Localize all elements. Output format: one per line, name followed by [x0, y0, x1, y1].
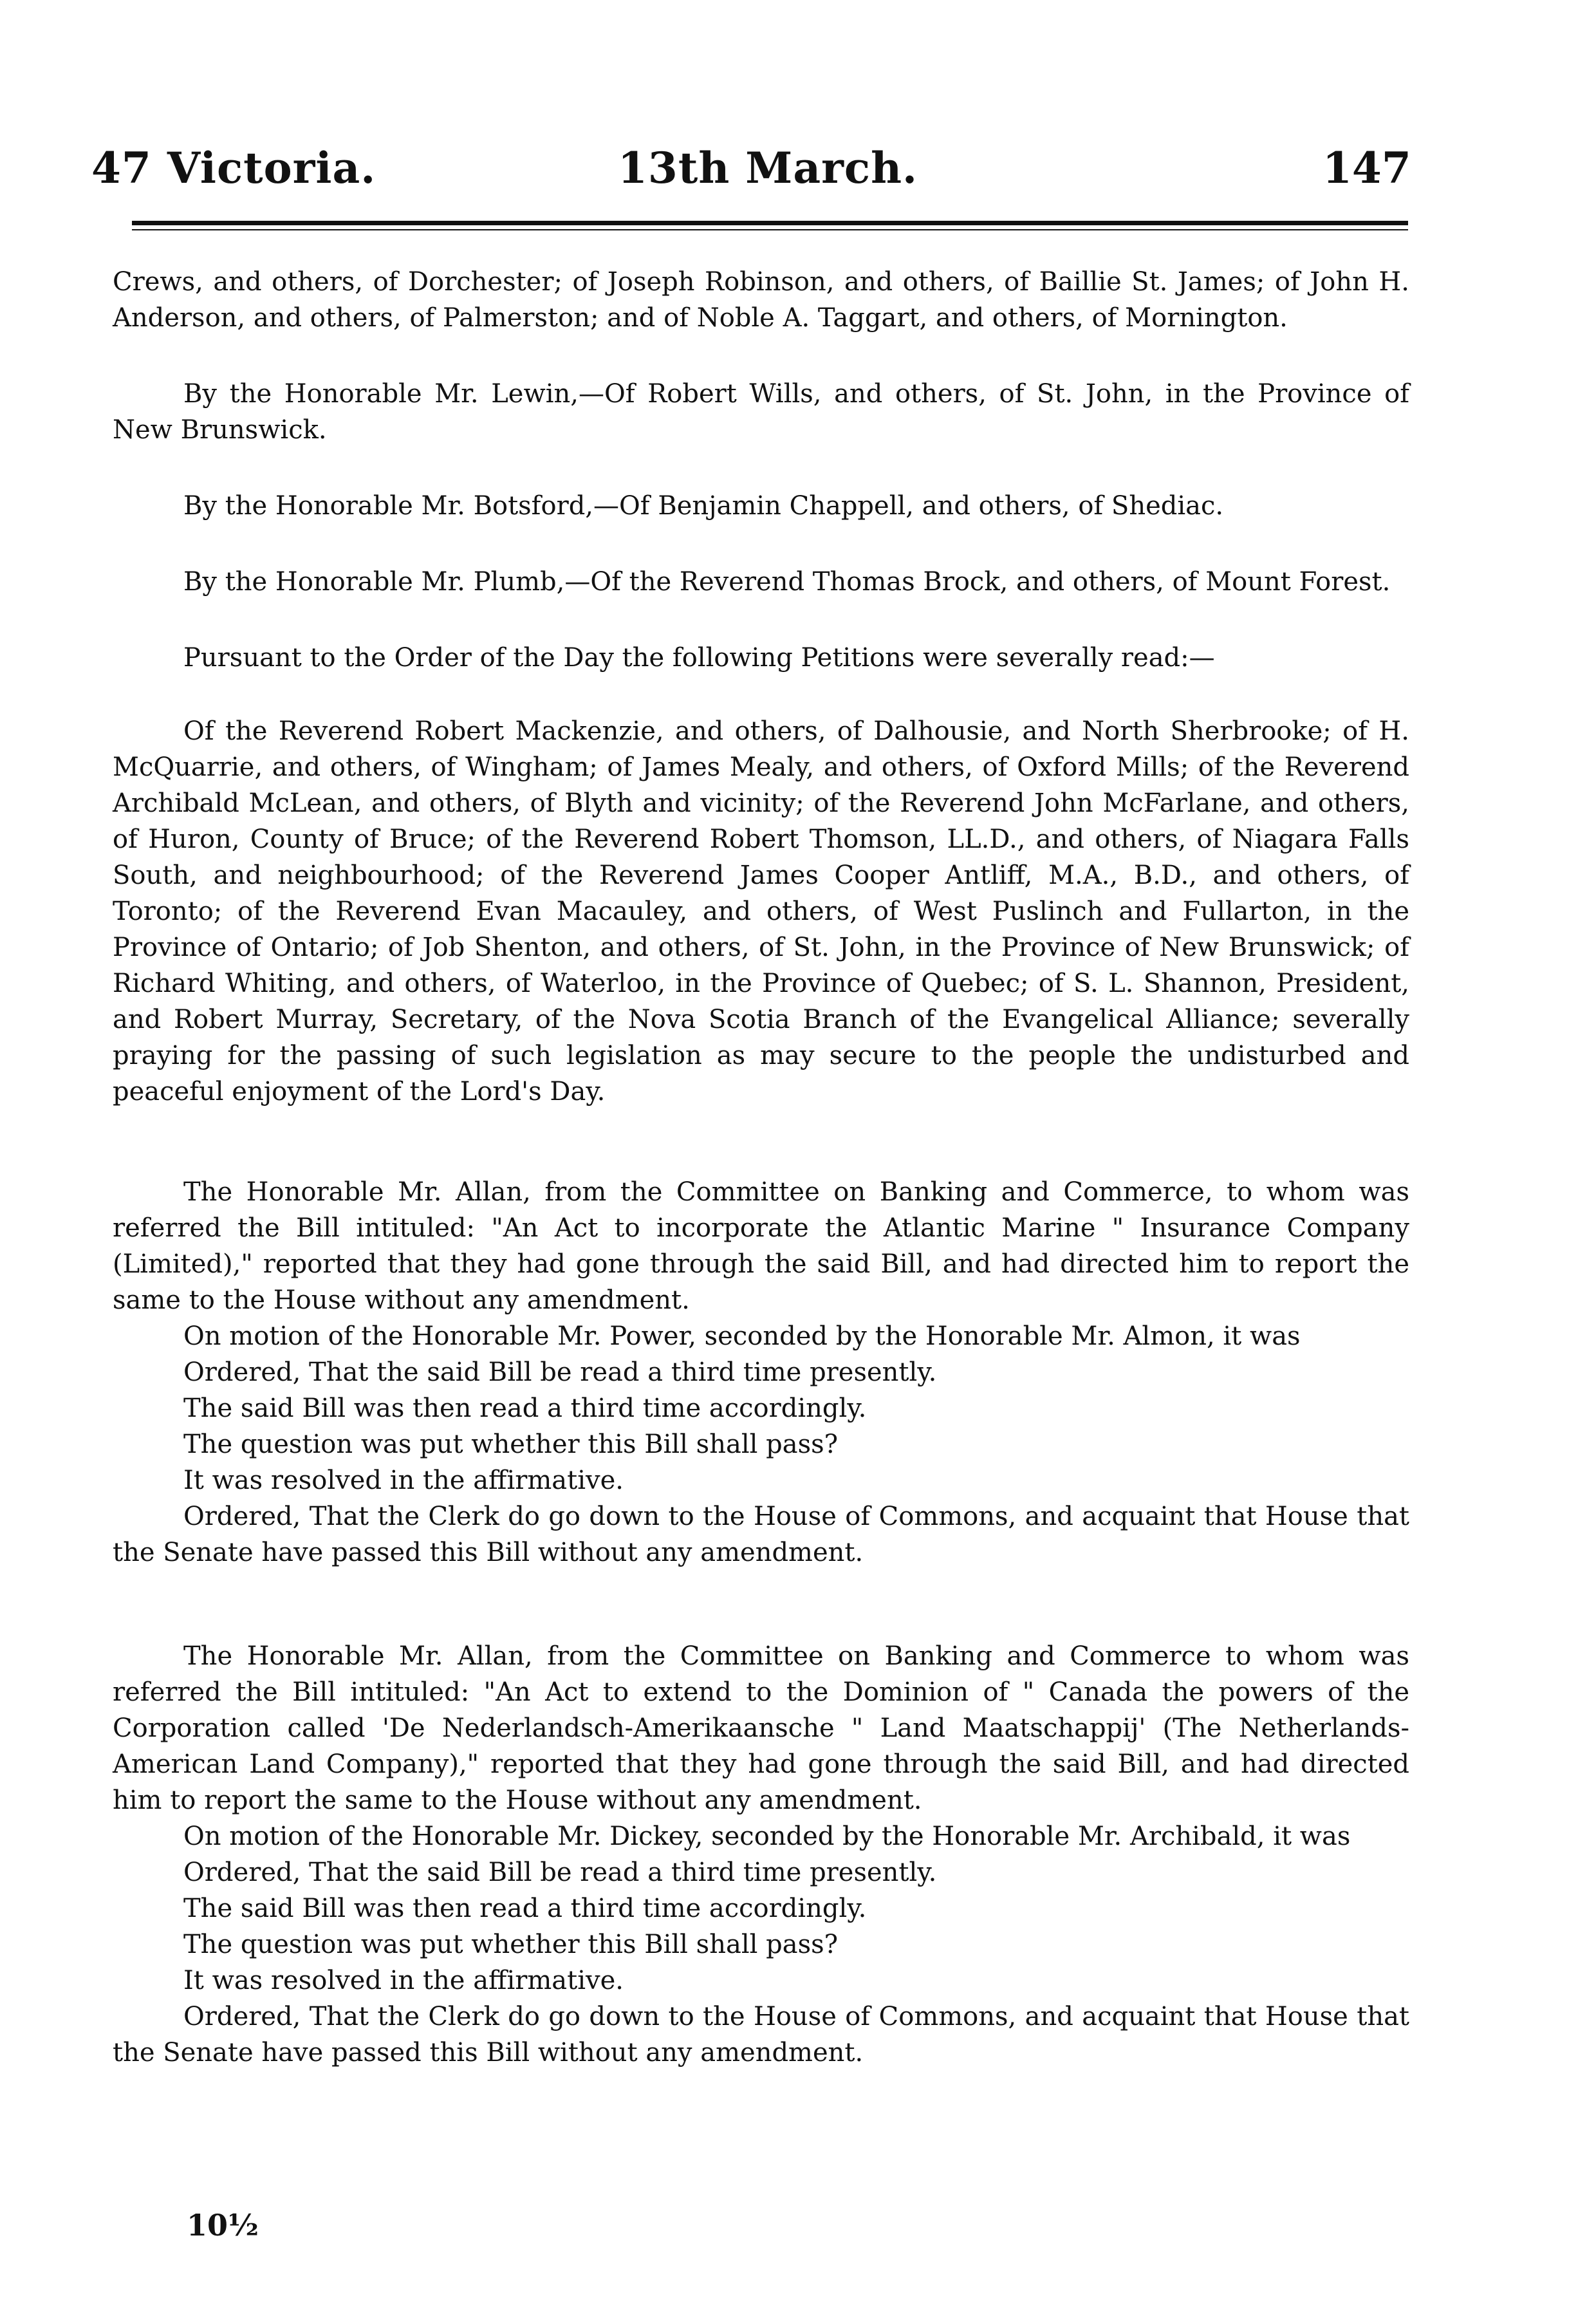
petitions-read-intro: Pursuant to the Order of the Day the following Petitions were severally read:—	[183, 643, 1215, 673]
atlantic-bill-ordered: Ordered, That the said Bill be read a third time presently.	[183, 1358, 937, 1387]
session-label: 47 Victoria.	[91, 143, 376, 193]
dominion-bill-question: The question was put whether this Bill shall pass?	[183, 1930, 839, 1959]
signature-mark: 10½	[187, 2208, 259, 2243]
petition-lewin: By the Honorable Mr. Lewin,—Of Robert Wills, and others, of St. John, in the Province of New Brunswick.	[113, 379, 1409, 445]
dominion-bill-report: The Honorable Mr. Allan, from the Committee on Banking and Commerce to whom was referred the Bill intituled: "An Act to extend to the Dominion of " Canada the powers of the Corporation called 'De Nederlandsch-Amerikaansche " Land Maatschappij' (The Netherlands-American Land Company)," reported that they had gone through the said Bill, and had directed him to report the same to the House without any amendment.	[113, 1641, 1409, 1815]
running-head	[0, 143, 1596, 201]
petition-plumb: By the Honorable Mr. Plumb,—Of the Reverend Thomas Brock, and others, of Mount Forest.	[183, 567, 1391, 597]
petitions-continued: Crews, and others, of Dorchester; of Joseph Robinson, and others, of Baillie St. James; of John H. Anderson, and others, of Palmerston; and of Noble A. Taggart, and others, of Mornington.	[113, 267, 1409, 333]
atlantic-bill-resolved: It was resolved in the affirmative.	[183, 1466, 624, 1495]
atlantic-bill-third-reading: The said Bill was then read a third time accordingly.	[183, 1394, 867, 1423]
dominion-bill-ordered: Ordered, That the said Bill be read a third time presently.	[183, 1858, 937, 1887]
dominion-bill-resolved: It was resolved in the affirmative.	[183, 1966, 624, 1995]
dominion-bill-acquaint: Ordered, That the Clerk do go down to the House of Commons, and acquaint that House that the Senate have passed this Bill without any amendment.	[113, 2002, 1409, 2067]
atlantic-bill-question: The question was put whether this Bill shall pass?	[183, 1430, 839, 1459]
atlantic-bill-acquaint: Ordered, That the Clerk do go down to the House of Commons, and acquaint that House that the Senate have passed this Bill without any amendment.	[113, 1502, 1409, 1567]
atlantic-bill-motion: On motion of the Honorable Mr. Power, seconded by the Honorable Mr. Almon, it was	[183, 1321, 1301, 1351]
petitions-read-list: Of the Reverend Robert Mackenzie, and others, of Dalhousie, and North Sherbrooke; of H. McQuarrie, and others, of Wingham; of James Mealy, and others, of Oxford Mills; of the Reverend Archibald McLean, and others, of Blyth and vicinity; of the Reverend John McFarlane, and others, of Huron, County of Bruce; of the Reverend Robert Thomson, LL.D., and others, of Niagara Falls South, and neighbourhood; of the Reverend James Cooper Antliff, M.A., B.D., and others, of Toronto; of the Reverend Evan Macauley, and others, of West Puslinch and Fullarton, in the Province of Ontario; of Job Shenton, and others, of St. John, in the Province of New Brunswick; of Richard Whiting, and others, of Waterloo, in the Province of Quebec; of S. L. Shannon, President, and Robert Murray, Secretary, of the Nova Scotia Branch of the Evangelical Alliance; severally praying for the passing of such legislation as may secure to the people the undisturbed and peaceful enjoyment of the Lord's Day.	[113, 716, 1409, 1106]
header-rule-thick	[132, 221, 1408, 225]
body-text	[113, 264, 1409, 2071]
dominion-bill-motion: On motion of the Honorable Mr. Dickey, seconded by the Honorable Mr. Archibald, it was	[183, 1822, 1351, 1851]
atlantic-bill-report: The Honorable Mr. Allan, from the Committee on Banking and Commerce, to whom was referred the Bill intituled: "An Act to incorporate the Atlantic Marine " Insurance Company (Limited)," reported that they had gone through the said Bill, and had directed him to report the same to the House without any amendment.	[113, 1177, 1409, 1315]
page-number: 147	[1322, 143, 1411, 193]
petition-botsford: By the Honorable Mr. Botsford,—Of Benjamin Chappell, and others, of Shediac.	[183, 491, 1224, 521]
date-label: 13th March.	[618, 143, 918, 193]
header-rule-thin	[132, 229, 1408, 230]
dominion-bill-third-reading: The said Bill was then read a third time accordingly.	[183, 1894, 867, 1923]
